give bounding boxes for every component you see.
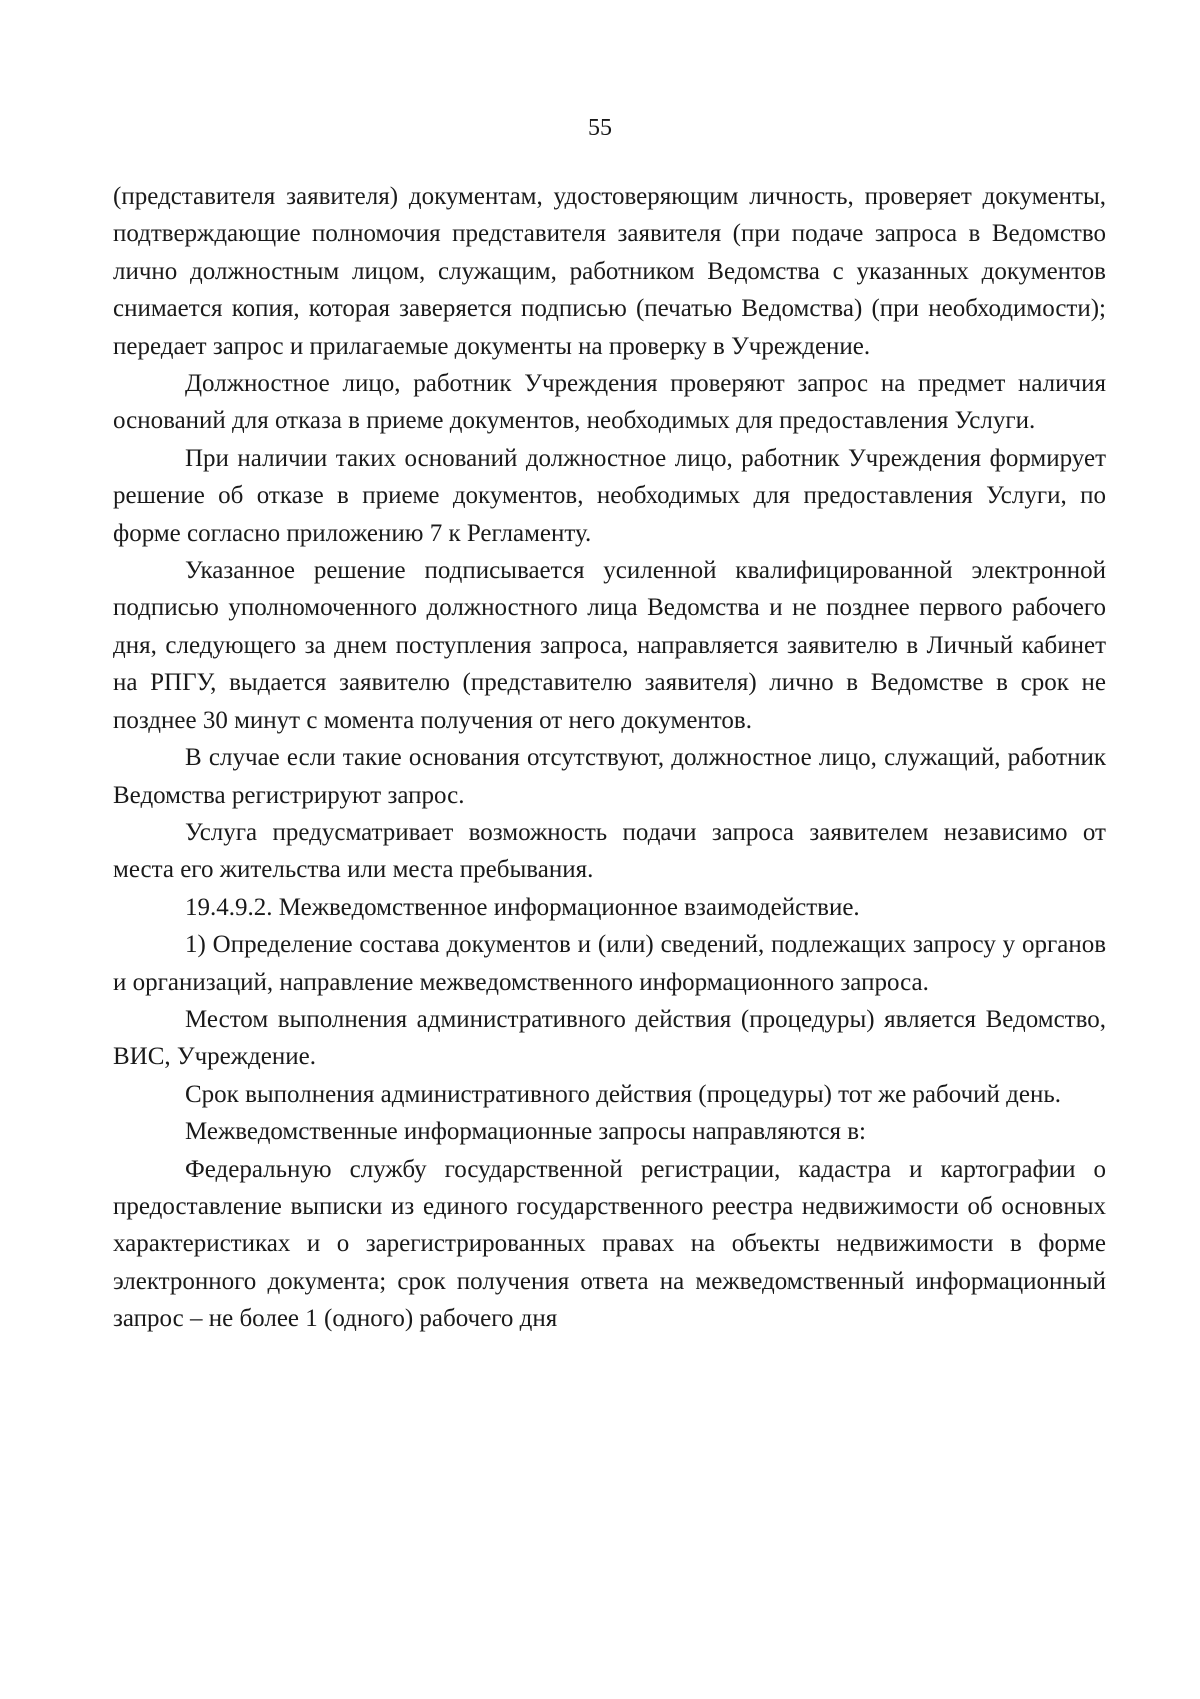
paragraph-9: Местом выполнения административного действия (процедуры) является Ведомство, ВИС, Учреждение. [113, 1005, 1106, 1071]
paragraph-2: Должностное лицо, работник Учреждения проверяют запрос на предмет наличия оснований для отказа в приеме документов, необходимых для предоставления Услуги. [113, 370, 1106, 435]
paragraph-12: Федеральную службу государственной регистрации, кадастра и картографии о предоставление выписки из единого государственного реестра недвижимости об основных характеристиках и о зарегистрированных правах на объекты недвижимости в форме электронного документа; срок получения ответа на межведомственный информационный запрос – не более 1 (одного) рабочего дня [113, 1155, 1106, 1333]
paragraph-11: Межведомственные информационные запросы направляются в: [185, 1118, 866, 1146]
page-number: 55 [588, 115, 612, 141]
paragraph-10: Срок выполнения административного действия (процедуры) тот же рабочий день. [185, 1080, 1062, 1108]
paragraph-3: При наличии таких оснований должностное лицо, работник Учреждения формирует решение об отказе в приеме документов, необходимых для предоставления Услуги, по форме согласно приложению 7 к Регламенту. [113, 444, 1106, 547]
paragraph-5: В случае если такие основания отсутствуют, должностное лицо, служащий, работник Ведомства регистрируют запрос. [113, 744, 1106, 809]
paragraph-1: (представителя заявителя) документам, удостоверяющим личность, проверяет документы, подтверждающие полномочия представителя заявителя (при подаче запроса в Ведомство лично должностным лицом, служащим, работником Ведомства с указанных документов снимается копия, которая заверяется подписью (печатью Ведомства) (при необходимости); передает запрос и прилагаемые документы на проверку в Учреждение. [113, 183, 1106, 360]
paragraph-8: 1) Определение состава документов и (или) сведений, подлежащих запросу у органов и организаций, направление межведомственного информационного запроса. [113, 931, 1106, 996]
paragraph-7: 19.4.9.2. Межведомственное информационное взаимодействие. [185, 893, 860, 921]
document-body [113, 178, 1106, 1338]
paragraph-4: Указанное решение подписывается усиленной квалифицированной электронной подписью уполномоченного должностного лица Ведомства и не позднее первого рабочего дня, следующего за днем поступления запроса, направляется заявителю в Личный кабинет на РПГУ, выдается заявителю (представителю заявителя) лично в Ведомстве в срок не позднее 30 минут с момента получения от него документов. [113, 557, 1106, 734]
paragraph-6: Услуга предусматривает возможность подачи запроса заявителем независимо от места его жительства или места пребывания. [113, 818, 1106, 884]
